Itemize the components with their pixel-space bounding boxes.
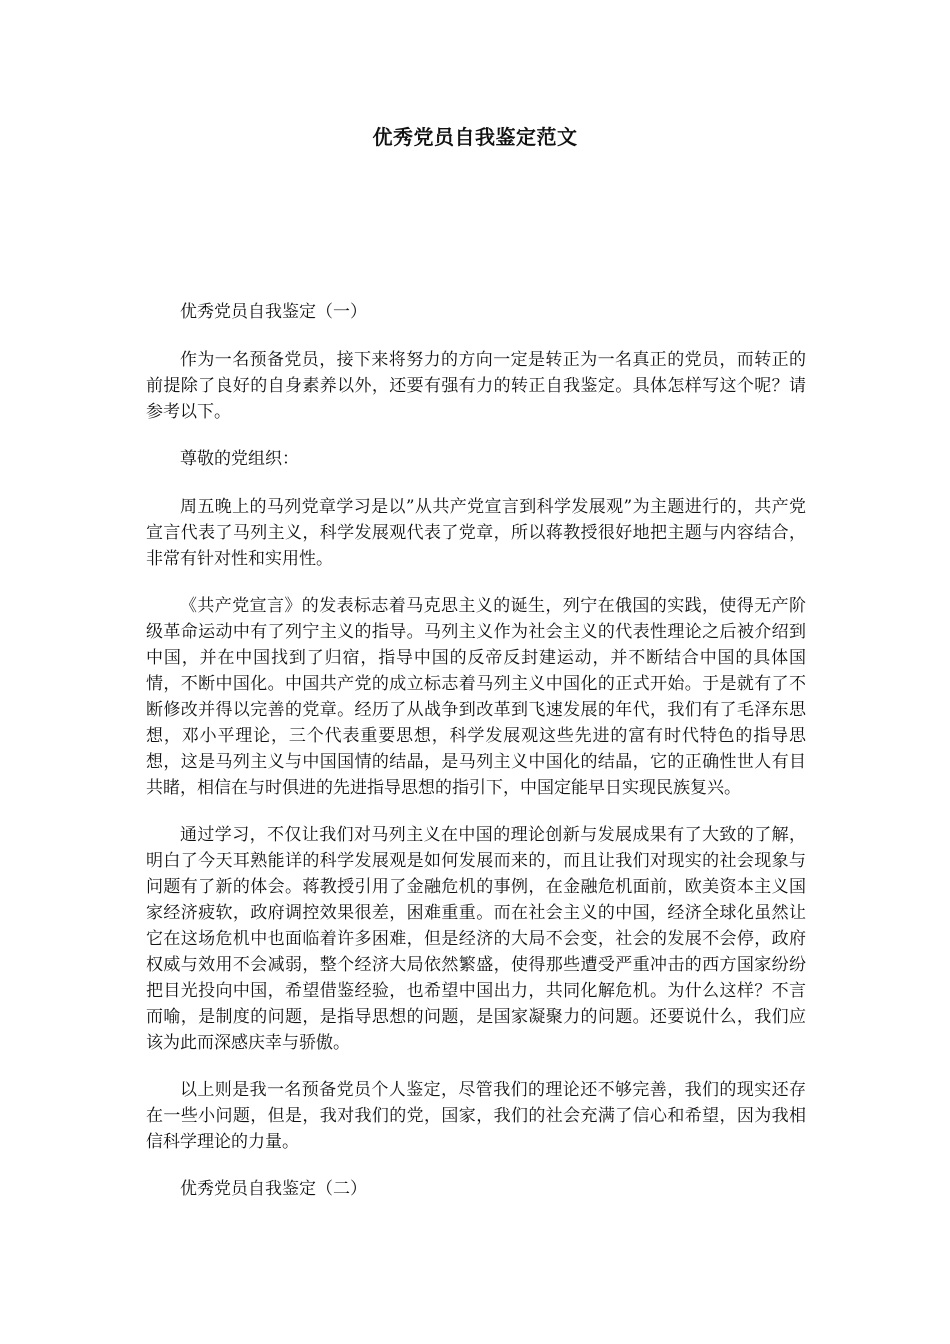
document-title: 优秀党员自我鉴定范文 bbox=[372, 125, 578, 149]
body-paragraph-1: 周五晚上的马列党章学习是以”从共产党宣言到科学发展观”为主题进行的，共产党宣言代表了马列主义，科学发展观代表了党章，所以蒋教授很好地把主题与内容结合，非常有针对性和实用性。 bbox=[146, 497, 806, 569]
section-heading-1: 优秀党员自我鉴定（一） bbox=[180, 302, 367, 322]
section-heading-2: 优秀党员自我鉴定（二） bbox=[180, 1179, 367, 1199]
intro-paragraph: 作为一名预备党员，接下来将努力的方向一定是转正为一名真正的党员，而转正的前提除了良好的自身素养以外，还要有强有力的转正自我鉴定。具体怎样写这个呢？请参考以下。 bbox=[146, 350, 806, 422]
body-paragraph-2: 《共产党宣言》的发表标志着马克思主义的诞生，列宁在俄国的实践，使得无产阶级革命运动中有了列宁主义的指导。马列主义作为社会主义的代表性理论之后被介绍到中国，并在中国找到了归宿，指导中国的反帝反封建运动，并不断结合中国的具体国情，不断中国化。中国共产党的成立标志着马列主义中国化的正式开始。于是就有了不断修改并得以完善的党章。经历了从战争到改革到飞速发展的年代，我们有了毛泽东思想，邓小平理论，三个代表重要思想，科学发展观这些先进的富有时代特色的指导思想，这是马列主义与中国国情的结晶，是马列主义中国化的结晶，它的正确性世人有目共睹，相信在与时俱进的先进指导思想的指引下，中国定能早日实现民族复兴。 bbox=[146, 596, 806, 798]
closing-paragraph: 以上则是我一名预备党员个人鉴定，尽管我们的理论还不够完善，我们的现实还存在一些小问题，但是，我对我们的党，国家，我们的社会充满了信心和希望，因为我相信科学理论的力量。 bbox=[146, 1080, 806, 1152]
document-body bbox=[146, 299, 806, 1224]
salutation: 尊敬的党组织： bbox=[180, 449, 299, 469]
body-paragraph-3: 通过学习，不仅让我们对马列主义在中国的理论创新与发展成果有了大致的了解，明白了今天耳熟能详的科学发展观是如何发展而来的，而且让我们对现实的社会现象与问题有了新的体会。蒋教授引用了金融危机的事例，在金融危机面前，欧美资本主义国家经济疲软，政府调控效果很差，困难重重。而在社会主义的中国，经济全球化虽然让它在这场危机中也面临着许多困难，但是经济的大局不会变，社会的发展不会停，政府权威与效用不会减弱，整个经济大局依然繁盛，使得那些遭受严重冲击的西方国家纷纷把目光投向中国，希望借鉴经验，也希望中国出力，共同化解危机。为什么这样？不言而喻，是制度的问题，是指导思想的问题，是国家凝聚力的问题。还要说什么，我们应该为此而深感庆幸与骄傲。 bbox=[146, 825, 806, 1053]
